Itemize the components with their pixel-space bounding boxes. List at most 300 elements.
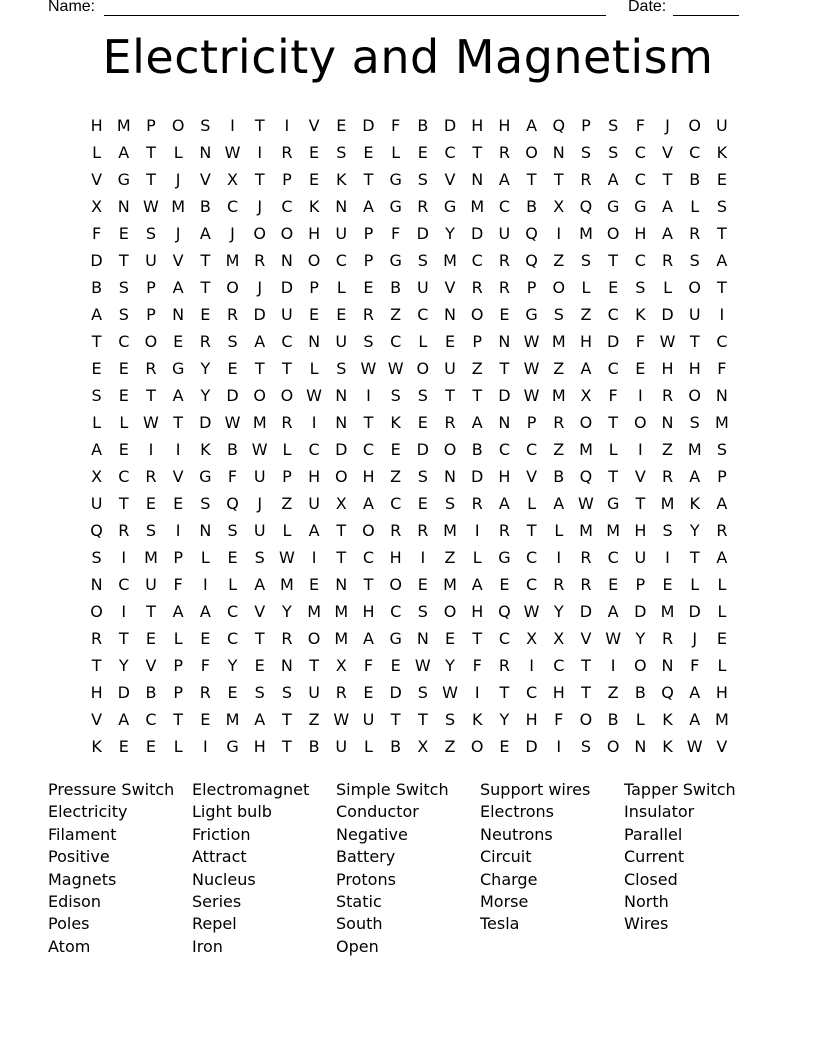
grid-cell[interactable]: D	[443, 116, 457, 135]
grid-cell[interactable]: J	[257, 197, 263, 216]
grid-cell[interactable]: T	[689, 548, 700, 567]
grid-cell[interactable]: W	[387, 359, 404, 378]
grid-cell[interactable]: S	[580, 251, 592, 270]
grid-cell[interactable]: G	[389, 170, 402, 189]
grid-cell[interactable]: V	[308, 116, 320, 135]
grid-cell[interactable]: O	[688, 386, 702, 405]
grid-cell[interactable]: M	[579, 521, 593, 540]
grid-cell[interactable]: F	[690, 656, 700, 675]
grid-cell[interactable]: F	[173, 575, 183, 594]
grid-cell[interactable]: Z	[308, 710, 320, 729]
grid-cell[interactable]: E	[635, 359, 646, 378]
grid-cell[interactable]: O	[144, 332, 158, 351]
grid-cell[interactable]: A	[91, 305, 103, 324]
grid-cell[interactable]: C	[335, 251, 347, 270]
grid-cell[interactable]: R	[254, 251, 266, 270]
grid-cell[interactable]: F	[91, 224, 102, 243]
grid-cell[interactable]: E	[118, 386, 129, 405]
grid-cell[interactable]: C	[390, 332, 402, 351]
grid-cell[interactable]: C	[390, 602, 402, 621]
grid-cell[interactable]: P	[526, 413, 537, 432]
grid-cell[interactable]: N	[498, 332, 511, 351]
grid-cell[interactable]: L	[282, 440, 292, 459]
grid-cell[interactable]: G	[389, 197, 402, 216]
grid-cell[interactable]: U	[416, 278, 429, 297]
grid-cell[interactable]: E	[417, 413, 428, 432]
grid-cell[interactable]: G	[171, 359, 185, 378]
grid-cell[interactable]: L	[663, 278, 672, 297]
grid-cell[interactable]: W	[143, 197, 159, 216]
grid-cell[interactable]: D	[688, 602, 701, 621]
grid-cell[interactable]: S	[254, 548, 265, 567]
grid-cell[interactable]: N	[661, 656, 674, 675]
grid-cell[interactable]: I	[556, 224, 562, 243]
grid-cell[interactable]: M	[579, 224, 593, 243]
grid-cell[interactable]: S	[363, 332, 374, 351]
grid-cell[interactable]: S	[200, 116, 211, 135]
grid-cell[interactable]: H	[498, 116, 511, 135]
grid-cell[interactable]: E	[499, 305, 510, 324]
grid-cell[interactable]: L	[119, 413, 129, 432]
grid-cell[interactable]: U	[145, 251, 157, 270]
grid-cell[interactable]: E	[336, 116, 347, 135]
grid-cell[interactable]: Z	[281, 494, 293, 513]
grid-cell[interactable]: S	[91, 548, 102, 567]
grid-cell[interactable]: E	[309, 170, 320, 189]
grid-cell[interactable]: C	[145, 710, 157, 729]
grid-cell[interactable]: J	[692, 629, 698, 648]
grid-cell[interactable]: V	[444, 170, 456, 189]
grid-cell[interactable]: A	[172, 386, 184, 405]
grid-cell[interactable]: A	[716, 548, 728, 567]
grid-cell[interactable]: T	[472, 386, 483, 405]
grid-cell[interactable]: K	[635, 305, 646, 324]
grid-cell[interactable]: V	[444, 278, 456, 297]
grid-cell[interactable]: H	[471, 116, 484, 135]
grid-cell[interactable]: K	[471, 710, 483, 729]
grid-cell[interactable]: E	[499, 737, 510, 756]
grid-cell[interactable]: C	[362, 440, 375, 459]
grid-cell[interactable]: V	[716, 737, 728, 756]
grid-cell[interactable]: C	[118, 332, 130, 351]
grid-cell[interactable]: Q	[579, 467, 593, 486]
grid-cell[interactable]: N	[280, 656, 293, 675]
grid-cell[interactable]: Y	[689, 521, 700, 540]
grid-cell[interactable]: N	[199, 521, 212, 540]
grid-cell[interactable]: M	[334, 629, 349, 648]
grid-cell[interactable]: R	[91, 629, 103, 648]
grid-cell[interactable]: S	[145, 224, 157, 243]
grid-cell[interactable]: N	[498, 413, 511, 432]
grid-cell[interactable]: L	[717, 602, 727, 621]
grid-cell[interactable]: E	[200, 629, 211, 648]
grid-cell[interactable]: A	[498, 170, 510, 189]
grid-cell[interactable]: F	[608, 386, 618, 405]
grid-cell[interactable]: M	[171, 197, 186, 216]
grid-cell[interactable]: I	[637, 386, 643, 405]
grid-cell[interactable]: T	[118, 494, 129, 513]
grid-cell[interactable]: S	[200, 494, 211, 513]
grid-cell[interactable]: I	[474, 521, 480, 540]
grid-cell[interactable]: D	[579, 602, 593, 621]
grid-cell[interactable]: A	[362, 494, 374, 513]
grid-cell[interactable]: L	[554, 521, 564, 540]
grid-cell[interactable]: G	[389, 251, 402, 270]
grid-cell[interactable]: O	[606, 737, 620, 756]
grid-cell[interactable]: R	[580, 575, 592, 594]
grid-cell[interactable]: D	[471, 467, 484, 486]
grid-cell[interactable]: C	[417, 305, 429, 324]
grid-cell[interactable]: C	[444, 143, 456, 162]
grid-cell[interactable]: E	[227, 359, 238, 378]
grid-cell[interactable]: C	[226, 629, 239, 648]
grid-cell[interactable]: O	[634, 413, 647, 432]
grid-cell[interactable]: S	[227, 521, 238, 540]
grid-cell[interactable]: O	[634, 656, 647, 675]
grid-cell[interactable]: Y	[200, 386, 211, 405]
grid-cell[interactable]: Q	[90, 521, 103, 540]
grid-cell[interactable]: B	[308, 737, 320, 756]
grid-cell[interactable]: S	[444, 494, 456, 513]
grid-cell[interactable]: S	[281, 683, 292, 702]
grid-cell[interactable]: N	[90, 575, 103, 594]
grid-cell[interactable]: U	[444, 359, 456, 378]
grid-cell[interactable]: L	[92, 143, 102, 162]
grid-cell[interactable]: T	[717, 224, 727, 243]
grid-cell[interactable]: W	[414, 656, 431, 675]
grid-cell[interactable]: T	[363, 170, 374, 189]
grid-cell[interactable]: E	[417, 575, 428, 594]
grid-cell[interactable]: F	[391, 116, 401, 135]
grid-cell[interactable]: Y	[635, 629, 646, 648]
grid-cell[interactable]: W	[224, 413, 241, 432]
grid-cell[interactable]: E	[173, 494, 184, 513]
grid-cell[interactable]: P	[282, 170, 292, 189]
grid-cell[interactable]: X	[417, 737, 429, 756]
grid-cell[interactable]: T	[200, 278, 211, 297]
grid-cell[interactable]: J	[175, 224, 181, 243]
grid-cell[interactable]: P	[526, 278, 537, 297]
grid-cell[interactable]: P	[635, 575, 646, 594]
grid-cell[interactable]: E	[173, 332, 184, 351]
grid-cell[interactable]: U	[308, 494, 320, 513]
grid-cell[interactable]: R	[362, 305, 375, 324]
grid-cell[interactable]: F	[635, 116, 645, 135]
grid-cell[interactable]: S	[608, 116, 619, 135]
grid-cell[interactable]: S	[716, 197, 727, 216]
grid-cell[interactable]: R	[498, 278, 510, 297]
grid-cell[interactable]: I	[474, 683, 480, 702]
grid-cell[interactable]: R	[498, 521, 510, 540]
date-field[interactable]	[673, 15, 739, 16]
grid-cell[interactable]: N	[715, 386, 728, 405]
grid-cell[interactable]: O	[253, 224, 267, 243]
grid-cell[interactable]: J	[175, 170, 181, 189]
grid-cell[interactable]: L	[418, 332, 428, 351]
grid-cell[interactable]: W	[278, 548, 295, 567]
grid-cell[interactable]: Z	[390, 305, 402, 324]
grid-cell[interactable]: A	[471, 413, 483, 432]
grid-cell[interactable]: R	[145, 359, 157, 378]
grid-cell[interactable]: O	[606, 224, 620, 243]
grid-cell[interactable]: X	[227, 170, 239, 189]
grid-cell[interactable]: T	[553, 170, 564, 189]
grid-cell[interactable]: R	[226, 305, 239, 324]
grid-cell[interactable]: A	[526, 116, 538, 135]
grid-cell[interactable]: R	[661, 386, 674, 405]
grid-cell[interactable]: C	[281, 332, 293, 351]
grid-cell[interactable]: N	[117, 197, 130, 216]
grid-cell[interactable]: B	[689, 170, 701, 189]
grid-cell[interactable]: W	[605, 629, 622, 648]
grid-cell[interactable]: F	[391, 224, 401, 243]
grid-cell[interactable]: R	[281, 629, 293, 648]
grid-cell[interactable]: T	[146, 143, 156, 162]
grid-cell[interactable]: D	[661, 305, 674, 324]
grid-cell[interactable]: T	[91, 656, 102, 675]
grid-cell[interactable]: E	[309, 143, 320, 162]
grid-cell[interactable]: C	[553, 656, 565, 675]
grid-cell[interactable]: S	[689, 413, 700, 432]
grid-cell[interactable]: H	[634, 224, 647, 243]
grid-cell[interactable]: E	[363, 683, 374, 702]
grid-cell[interactable]: E	[227, 548, 238, 567]
grid-cell[interactable]: C	[634, 170, 646, 189]
grid-cell[interactable]: A	[689, 467, 701, 486]
grid-cell[interactable]: L	[364, 737, 373, 756]
grid-cell[interactable]: R	[498, 656, 510, 675]
grid-cell[interactable]: P	[173, 683, 183, 702]
grid-cell[interactable]: R	[580, 170, 592, 189]
grid-cell[interactable]: R	[335, 683, 347, 702]
grid-cell[interactable]: H	[362, 602, 375, 621]
grid-cell[interactable]: Z	[444, 737, 456, 756]
grid-cell[interactable]: A	[172, 278, 184, 297]
grid-cell[interactable]: T	[146, 170, 156, 189]
grid-cell[interactable]: X	[526, 629, 538, 648]
grid-cell[interactable]: H	[253, 737, 266, 756]
grid-cell[interactable]: K	[689, 494, 700, 513]
grid-cell[interactable]: D	[416, 440, 429, 459]
grid-cell[interactable]: Y	[282, 602, 292, 621]
grid-cell[interactable]: Y	[499, 710, 510, 729]
grid-cell[interactable]: M	[551, 386, 566, 405]
grid-cell[interactable]: E	[608, 575, 619, 594]
grid-cell[interactable]: A	[689, 710, 701, 729]
grid-cell[interactable]: D	[606, 332, 620, 351]
grid-cell[interactable]: R	[471, 278, 483, 297]
grid-cell[interactable]: P	[581, 116, 591, 135]
grid-cell[interactable]: N	[172, 305, 185, 324]
grid-cell[interactable]: R	[417, 521, 429, 540]
grid-cell[interactable]: B	[390, 278, 402, 297]
grid-cell[interactable]: T	[309, 656, 319, 675]
grid-cell[interactable]: U	[308, 683, 320, 702]
grid-cell[interactable]: A	[254, 710, 266, 729]
grid-cell[interactable]: T	[282, 359, 292, 378]
grid-cell[interactable]: E	[716, 170, 727, 189]
grid-cell[interactable]: O	[334, 467, 348, 486]
grid-cell[interactable]: E	[254, 656, 265, 675]
grid-cell[interactable]: E	[336, 305, 347, 324]
grid-cell[interactable]: S	[417, 683, 428, 702]
grid-cell[interactable]: T	[608, 413, 619, 432]
grid-cell[interactable]: D	[525, 737, 538, 756]
grid-cell[interactable]: A	[716, 251, 728, 270]
grid-cell[interactable]: J	[257, 278, 263, 297]
grid-cell[interactable]: A	[662, 224, 673, 243]
grid-cell[interactable]: Q	[525, 251, 538, 270]
grid-cell[interactable]: E	[499, 575, 510, 594]
grid-cell[interactable]: H	[715, 683, 728, 702]
grid-cell[interactable]: R	[118, 521, 130, 540]
grid-cell[interactable]: N	[199, 143, 212, 162]
grid-cell[interactable]: C	[281, 197, 293, 216]
grid-cell[interactable]: G	[525, 305, 538, 324]
grid-cell[interactable]: P	[472, 332, 483, 351]
grid-cell[interactable]: V	[172, 467, 184, 486]
grid-cell[interactable]: S	[580, 737, 592, 756]
grid-cell[interactable]: A	[716, 494, 728, 513]
grid-cell[interactable]: C	[471, 251, 483, 270]
grid-cell[interactable]: B	[145, 683, 157, 702]
grid-cell[interactable]: R	[689, 224, 701, 243]
grid-cell[interactable]: Z	[553, 251, 565, 270]
grid-cell[interactable]: P	[309, 278, 319, 297]
grid-cell[interactable]: R	[661, 467, 674, 486]
grid-cell[interactable]: S	[444, 710, 456, 729]
grid-cell[interactable]: T	[200, 251, 211, 270]
grid-cell[interactable]: M	[579, 440, 593, 459]
grid-cell[interactable]: E	[145, 494, 157, 513]
grid-cell[interactable]: N	[335, 575, 348, 594]
grid-cell[interactable]: Y	[445, 656, 455, 675]
grid-cell[interactable]: T	[472, 143, 483, 162]
grid-cell[interactable]: T	[91, 332, 102, 351]
grid-cell[interactable]: C	[526, 575, 538, 594]
grid-cell[interactable]: D	[226, 386, 239, 405]
grid-cell[interactable]: G	[226, 737, 239, 756]
grid-cell[interactable]: I	[556, 737, 562, 756]
grid-cell[interactable]: K	[336, 170, 347, 189]
grid-cell[interactable]: T	[118, 629, 129, 648]
grid-cell[interactable]: O	[307, 629, 321, 648]
grid-cell[interactable]: H	[498, 467, 511, 486]
grid-cell[interactable]: I	[175, 440, 181, 459]
grid-cell[interactable]: S	[91, 386, 102, 405]
grid-cell[interactable]: C	[689, 143, 701, 162]
grid-cell[interactable]: C	[498, 629, 510, 648]
grid-cell[interactable]: U	[498, 224, 511, 243]
grid-cell[interactable]: E	[118, 224, 129, 243]
grid-cell[interactable]: T	[635, 494, 646, 513]
grid-cell[interactable]: V	[580, 629, 592, 648]
grid-cell[interactable]: E	[227, 683, 238, 702]
grid-cell[interactable]: E	[309, 305, 320, 324]
grid-cell[interactable]: Y	[227, 656, 238, 675]
grid-cell[interactable]: R	[661, 629, 674, 648]
grid-cell[interactable]: M	[443, 575, 457, 594]
grid-cell[interactable]: T	[526, 170, 537, 189]
grid-cell[interactable]: S	[662, 521, 673, 540]
grid-cell[interactable]: B	[227, 440, 239, 459]
grid-cell[interactable]: I	[175, 521, 181, 540]
grid-cell[interactable]: A	[553, 494, 565, 513]
grid-cell[interactable]: P	[173, 548, 183, 567]
grid-cell[interactable]: V	[199, 170, 211, 189]
grid-cell[interactable]: N	[335, 386, 348, 405]
grid-cell[interactable]: I	[121, 602, 127, 621]
grid-cell[interactable]: E	[200, 305, 211, 324]
grid-cell[interactable]: N	[444, 467, 457, 486]
grid-cell[interactable]: S	[118, 305, 129, 324]
grid-cell[interactable]: X	[553, 197, 565, 216]
grid-cell[interactable]: K	[200, 440, 211, 459]
grid-cell[interactable]: F	[554, 710, 564, 729]
grid-cell[interactable]: H	[308, 467, 321, 486]
grid-cell[interactable]: U	[253, 467, 266, 486]
grid-cell[interactable]: A	[362, 197, 374, 216]
grid-cell[interactable]: A	[471, 575, 483, 594]
grid-cell[interactable]: F	[363, 656, 374, 675]
grid-cell[interactable]: R	[390, 521, 402, 540]
grid-cell[interactable]: N	[634, 737, 647, 756]
grid-cell[interactable]: O	[226, 278, 239, 297]
grid-cell[interactable]: T	[499, 359, 510, 378]
grid-cell[interactable]: V	[526, 467, 538, 486]
grid-cell[interactable]: O	[362, 521, 375, 540]
grid-cell[interactable]: U	[335, 737, 348, 756]
grid-cell[interactable]: A	[362, 629, 374, 648]
grid-cell[interactable]: H	[90, 116, 103, 135]
grid-cell[interactable]: T	[254, 170, 265, 189]
grid-cell[interactable]: C	[607, 359, 619, 378]
grid-cell[interactable]: T	[254, 359, 265, 378]
grid-cell[interactable]: I	[610, 656, 616, 675]
grid-cell[interactable]: A	[172, 602, 184, 621]
grid-cell[interactable]: W	[523, 332, 540, 351]
grid-cell[interactable]: E	[145, 737, 157, 756]
grid-cell[interactable]: L	[608, 440, 618, 459]
grid-cell[interactable]: X	[335, 656, 347, 675]
grid-cell[interactable]: Y	[200, 359, 211, 378]
grid-cell[interactable]: D	[634, 602, 647, 621]
grid-cell[interactable]: I	[202, 737, 208, 756]
grid-cell[interactable]: L	[336, 278, 346, 297]
grid-cell[interactable]: U	[253, 521, 266, 540]
grid-cell[interactable]: L	[690, 197, 700, 216]
grid-cell[interactable]: I	[719, 305, 725, 324]
grid-cell[interactable]: S	[608, 143, 619, 162]
grid-cell[interactable]: I	[257, 143, 263, 162]
grid-cell[interactable]: H	[471, 602, 484, 621]
grid-cell[interactable]: S	[390, 386, 401, 405]
grid-cell[interactable]: E	[118, 440, 129, 459]
grid-cell[interactable]: O	[280, 386, 294, 405]
grid-cell[interactable]: T	[717, 278, 727, 297]
grid-cell[interactable]: E	[309, 575, 320, 594]
grid-cell[interactable]: W	[686, 737, 703, 756]
grid-cell[interactable]: O	[443, 602, 457, 621]
grid-cell[interactable]: D	[335, 440, 348, 459]
grid-cell[interactable]: H	[362, 467, 375, 486]
grid-cell[interactable]: U	[634, 548, 647, 567]
grid-cell[interactable]: A	[199, 602, 211, 621]
grid-cell[interactable]: M	[144, 548, 158, 567]
grid-cell[interactable]: G	[606, 494, 620, 513]
grid-cell[interactable]: M	[225, 710, 240, 729]
grid-cell[interactable]: H	[389, 548, 402, 567]
